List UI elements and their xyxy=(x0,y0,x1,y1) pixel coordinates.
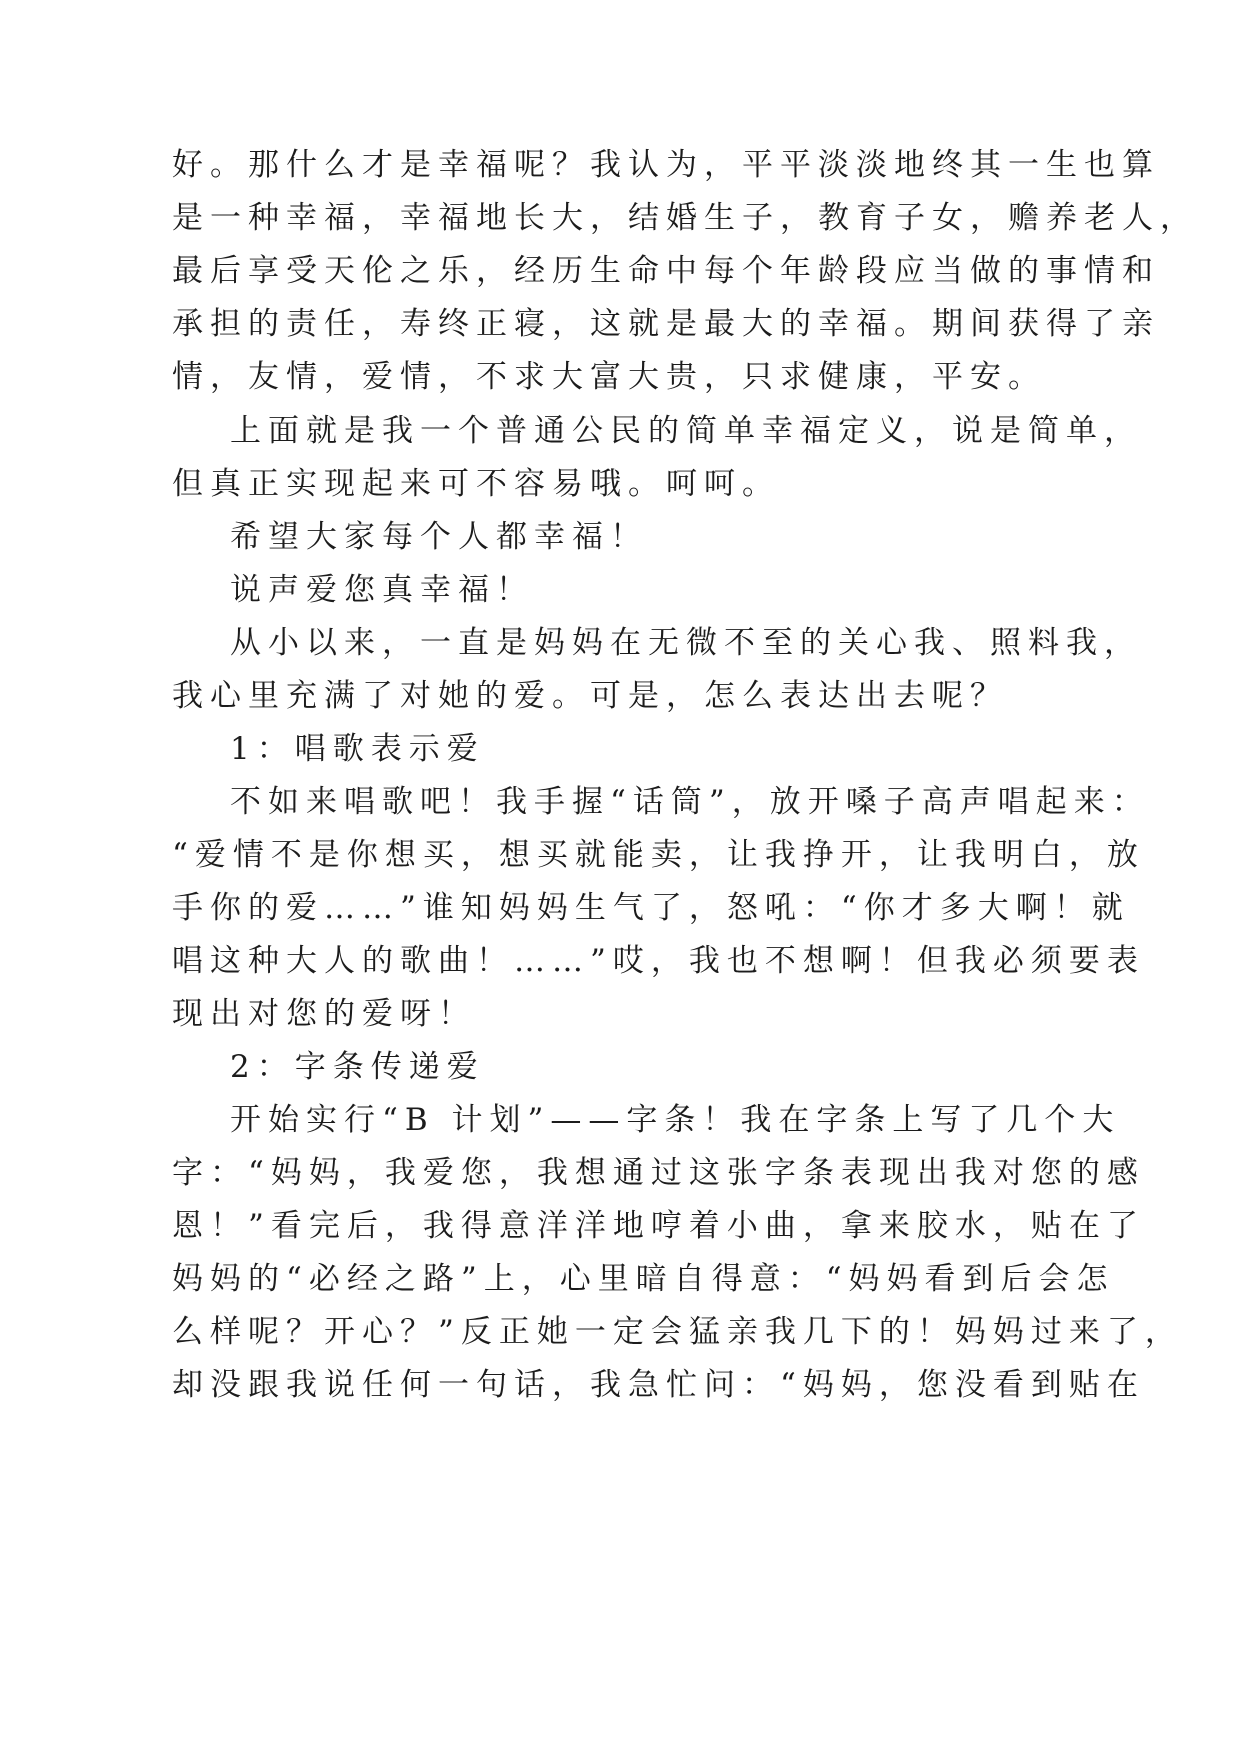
text-line: 但真正实现起来可不容易哦。呵呵。 xyxy=(172,466,780,502)
text-line: 恩！”看完后，我得意洋洋地哼着小曲，拿来胶水，贴在了 xyxy=(172,1208,1145,1244)
text-line: 说声爱您真幸福！ xyxy=(230,572,534,608)
text-line: 么样呢？开心？”反正她一定会猛亲我几下的！妈妈过来了， xyxy=(172,1314,1183,1350)
text-line: 从小以来，一直是妈妈在无微不至的关心我、照料我， xyxy=(230,625,1142,661)
text-line: 是一种幸福，幸福地长大，结婚生子，教育子女，赡养老人， xyxy=(172,200,1198,236)
text-line: 唱这种大人的歌曲！……”哎，我也不想啊！但我必须要表 xyxy=(172,943,1145,979)
text-line: 现出对您的爱呀！ xyxy=(172,996,476,1032)
text-line: 承担的责任，寿终正寝，这就是最大的幸福。期间获得了亲 xyxy=(172,306,1160,342)
text-line: 不如来唱歌吧！我手握“话筒”，放开嗓子高声唱起来： xyxy=(230,784,1150,820)
text-line: 妈妈的“必经之路”上，心里暗自得意：“妈妈看到后会怎 xyxy=(172,1261,1115,1297)
text-line: 最后享受天伦之乐，经历生命中每个年龄段应当做的事情和 xyxy=(172,253,1160,289)
text-line: 上面就是我一个普通公民的简单幸福定义，说是简单， xyxy=(230,413,1142,449)
text-line: 开始实行“B 计划”——字条！我在字条上写了几个大 xyxy=(230,1102,1121,1138)
text-line: “爱情不是你想买，想买就能卖，让我挣开，让我明白，放 xyxy=(172,837,1145,873)
section-heading: 2：字条传递爱 xyxy=(230,1049,485,1085)
section-heading: 1：唱歌表示爱 xyxy=(230,731,485,767)
text-line: 希望大家每个人都幸福！ xyxy=(230,519,648,555)
text-line: 手你的爱……”谁知妈妈生气了，怒吼：“你才多大啊！就 xyxy=(172,890,1130,926)
text-line: 字：“妈妈，我爱您，我想通过这张字条表现出我对您的感 xyxy=(172,1155,1145,1191)
text-line: 情，友情，爱情，不求大富大贵，只求健康，平安。 xyxy=(172,359,1046,395)
text-line: 我心里充满了对她的爱。可是，怎么表达出去呢？ xyxy=(172,678,1008,714)
text-line: 却没跟我说任何一句话，我急忙问：“妈妈，您没看到贴在 xyxy=(172,1367,1145,1403)
text-line: 好。那什么才是幸福呢？我认为，平平淡淡地终其一生也算 xyxy=(172,147,1160,183)
